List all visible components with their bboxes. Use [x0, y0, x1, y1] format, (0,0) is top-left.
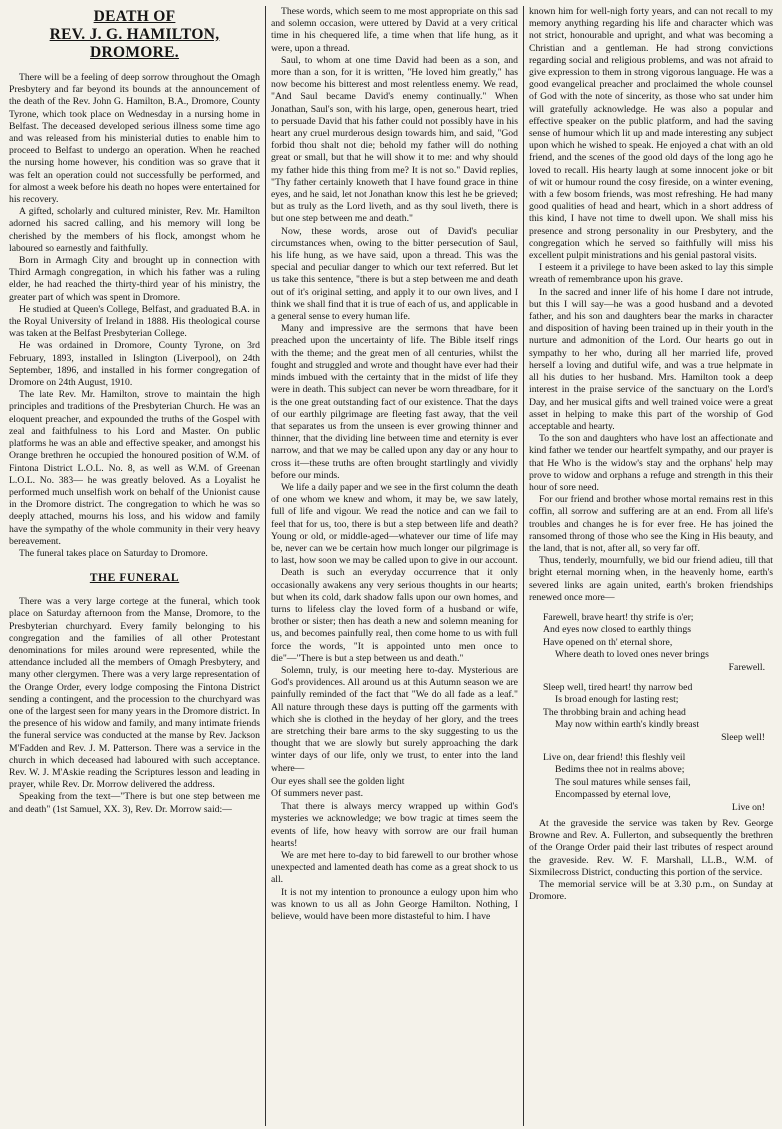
- verse-line: Sleep well, tired heart! thy narrow bed: [543, 681, 693, 693]
- verse-line: Live on, dear friend! this fleshly veil: [543, 752, 686, 764]
- paragraph: There was a very large cortege at the funeral, which took place on Saturday afternoon from the Manse, Dromore, to the Presbyterian churchyard. Every family belonging to his congregation and the families of all other Protestant denominations for miles around were represented, while the attendance included all the members of Omagh Presbytery, and many other clergymen. There was a very large representation of the Orange Order, every lodge composing the Fintona District sending a contingent, and the procession to the churchyard was one of the largest seen for many years in the Dromore district. In the presence of his widow and family, and many intimate friends the funeral service was conducted at the manse by Rev. Jackson M'Fadden and Rev. J. M. Patterson. There was a service in the church in which deceased had laboured with such acceptance. Rev. W. J. M'Askie reading the Scriptures lesson and leading in prayer, while Rev. Dr. Morrow delivered the address.: [9, 596, 260, 791]
- verse-line: Where death to loved ones never brings: [555, 649, 709, 661]
- paragraph: Death is such an everyday occurrence that it only occasionally awakens any very serious thoughts in our hearts; but when its cold, dark shadow falls upon our own homes, and turns to lifeless clay the loved form of a husband or wife, brother or sister; then has death a new and solemn meaning for us, and becomes painfully real, then come home to us with full force the words, "It is appointed unto men once to die"—"There is but a step between us and death.": [271, 567, 518, 664]
- headline-line-1: DEATH OF: [93, 8, 176, 25]
- paragraph: known him for well-nigh forty years, and can not recall to my memory anything regarding his life and character which was not strict, honourable and upright, and what was becoming a Christian and a gentleman. He had strong convictions regarding social and religious problems, and was not afraid to give expression to them in strong vigorous language. He was a good evangelical preacher and proclaimed the whole counsel of God with the note of sincerity, as those who sat under him will gratefully acknowledge. He was also a popular and effective speaker on the public platform, and had the saving sense of humour which lit up and made interesting any subject upon which he wished to speak. He enjoyed a chat with an old friend, and the scenes of the good old days of the long ago he loved to recall. His hearty laugh at some innocent joke or bit of wit or humour round the cosy fireside, on a winter evening, with a few bosom friends, was most refreshing. He had many good qualities of head and heart, which in a short address of this kind, I have not time to dwell upon. We shall miss his presence and strong personality in our Presbytery, and the congregation which he served so faithfully will miss his excellent pulpit ministrations and his genial pastoral visits.: [529, 6, 773, 262]
- paragraph: Thus, tenderly, mournfully, we bid our friend adieu, till that bright eternal morning when, in the heavenly home, earth's severed links are again united, earth's broken friendships renewed once more—: [529, 555, 773, 603]
- paragraph: At the graveside the service was taken by Rev. George Browne and Rev. A. Fullerton, and subsequently the brethren of the Orange Order paid their last tributes of respect around the graveside. Rev. W. F. Marshall, LL.B., W.M. of Sixmilecross District, conducting this portion of the service.: [529, 818, 773, 878]
- verse-line: The soul matures while senses fail,: [555, 776, 691, 788]
- verse-line: Farewell, brave heart! thy strife is o'er;: [543, 611, 694, 623]
- paragraph: There will be a feeling of deep sorrow throughout the Omagh Presbytery and far beyond its bounds at the announcement of the death of the Rev. John G. Hamilton, B.A., Dromore, County Tyrone, which took place on Wednesday in a nursing home in Belfast. The deceased developed serious illness some time ago and was released from his ministerial duties to enable him to proceed to Belfast to undergo an operation. When he reached the nursing home however, his condition was so grave that it was felt an operation could not successfully be performed, and for almost a week before his death no hopes were entertained for his recovery.: [9, 72, 260, 206]
- column-1: [4, 6, 266, 1126]
- poem-line: Of summers never past.: [271, 788, 364, 799]
- verse-line: The throbbing brain and aching head: [543, 706, 686, 718]
- paragraph: It is not my intention to pronounce a eulogy upon him who was known to us all as John George Hamilton. Nothing, I believe, would have been more distasteful to him. I have: [271, 886, 518, 923]
- paragraph: We life a daily paper and we see in the first column the death of one whom we knew and whom, it may be, we saw lately, full of life and vigour. We read the notice and can we fail to feel that for us, too, there is but a step between life and death? Young or old, or middle-aged—whatever our time of life may be, never can we be certain how much longer our pilgrimage is to last, how soon we may be called upon to give in our account.: [271, 481, 518, 567]
- paragraph: That there is always mercy wrapped up within God's mysteries we acknowledge; we bow tragic at times seem the events of life, how heavy with sorrow are our frail human hearts!: [271, 801, 518, 849]
- verse-line: Live on!: [731, 801, 765, 813]
- verse-line: Have opened on th' eternal shore,: [543, 636, 673, 648]
- headline: [9, 8, 260, 62]
- paragraph: He studied at Queen's College, Belfast, and graduated B.A. in the Royal University of Ireland in 1888. His theological course was taken at the Belfast Presbyterian College.: [9, 303, 260, 340]
- paragraph: Solemn, truly, is our meeting here to-day. Mysterious are God's providences. All around us at this Autumn season we are painfully reminded of the fact that "We do all fade as a leaf." All nature through these days is putting off the garments with which she is clothed in the heyday of her glory, and the trees are stretching their bare arms to the sky suggesting to us the thought that we are slowly but surely approaching the dark winter days of our life, only we trust, to enter into the land where—: [271, 664, 518, 774]
- paragraph: The late Rev. Mr. Hamilton, strove to maintain the high principles and traditions of the Presbyterian Church. He was an eloquent preacher, and expounded the truths of the Gospel with zeal and faithfulness to his Lord and Master. On public platforms he was an able and effective speaker, and amongst his Orange brethren he occupied the honoured position of W.M. of Fintona District L.O.L. No. 8, as well as W.M. of Greenan L.O.L. No. 383— he was greatly beloved. As a Loyalist he performed much unselfish work on behalf of the Unionist cause in the Dromore district. The congregation to which he was so deeply attached, mourns his loss, and his widow and family have the sympathy of the whole community in their very heavy bereavement.: [9, 389, 260, 547]
- headline-line-2: REV. J. G. HAMILTON,: [49, 26, 220, 43]
- paragraph: The memorial service will be at 3.30 p.m., on Sunday at Dromore.: [529, 879, 773, 903]
- verse-line: Sleep well!: [721, 731, 765, 743]
- paragraph: Born in Armagh City and brought up in connection with Third Armagh congregation, in which his father was a ruling elder, he had reached the thirty-third year of his ministry, the greater part of which was spent in Dromore.: [9, 255, 260, 303]
- column-3: [524, 6, 778, 1126]
- verse-line: Encompassed by eternal love,: [555, 789, 671, 801]
- poem-quote: [271, 776, 518, 800]
- headline-line-3: DROMORE.: [90, 44, 179, 61]
- paragraph: A gifted, scholarly and cultured minister, Rev. Mr. Hamilton adorned his sacred calling, and his memory will long be cherished by the members of his flock, amongst whom he laboured so earnestly and faithfully.: [9, 206, 260, 254]
- paragraph: We are met here to-day to bid farewell to our brother whose unexpected and lamented death has come as a great shock to us all.: [271, 850, 518, 886]
- poem-line: Our eyes shall see the golden light: [271, 775, 405, 787]
- paragraph: These words, which seem to me most appropriate on this sad and solemn occasion, were uttered by David at a very critical time in his chequered life, a time when that life hung, as it were, upon a thread.: [271, 6, 518, 54]
- paragraph: The funeral takes place on Saturday to Dromore.: [19, 547, 208, 559]
- paragraph: For our friend and brother whose mortal remains rest in this coffin, all sorrow and suffering are at an end. From all life's troubles and changes he is for ever free. He has joined the ransomed throng of those who see the King in His beauty, and the land, that is not, after all, so very far off.: [529, 494, 773, 554]
- paragraph: To the son and daughters who have lost an affectionate and kind father we tender our heartfelt sympathy, and our prayer is that He Who is the widow's stay and the orphans' help may prove to widow and orphans a refuge and strength in this their hour of sore need.: [529, 433, 773, 493]
- paragraph: Speaking from the text—"There is but one step between me and death" (1st Samuel, XX. 3), Rev. Dr. Morrow said:—: [9, 791, 260, 815]
- verse-line: May now within earth's kindly breast: [555, 719, 700, 731]
- paragraph: Saul, to whom at one time David had been as a son, and more than a son, for it is written, "He loved him greatly," has now become his bitterest and most relentless enemy. We read, "And Saul became David's enemy continually." When Jonathan, Saul's son, with his large, open, generous heart, tried to persuade David that his father could not possibly have in his heart any cruel murderous design towards him, and said, "God forbid thou shalt not die; behold my father will do nothing great or small, but that he will show it to me: and why should my father hide this thing from me? It is not so." David replies, "Thy father certainly knoweth that I have found grace in thine eyes, and he said, let not Jonathan know this lest he be grieved; but as truly as the Lord liveth, and as thy soul liveth, there is but one step between me and death.": [271, 54, 518, 225]
- paragraph: He was ordained in Dromore, County Tyrone, on 3rd February, 1893, installed in Islington (Liverpool), on 24th September, 1896, and installed in his former congregation of Dromore on 24th August, 1910.: [9, 340, 260, 389]
- verse-line: Is broad enough for lasting rest;: [555, 694, 679, 706]
- paragraph: Many and impressive are the sermons that have been preached upon the uncertainty of life. The Bible itself rings with the theme; and the great men of all centuries, whilst the fought and struggled and wrote and thought have ever had their minds imbued with the certainty that in the midst of life they were in death. This subject can never be worn threadbare, for it is the one great outstanding fact of our existence. That the days of our earthly pilgrimage are fleeting fast away, that the veil that separates us from the unseen is ever growing thinner and thinner, that the dividing line between time and eternity is ever narrow, and that we may be called upon any day or any hour to cross it—these truths are often brought startlingly and vividly before our minds.: [271, 323, 518, 481]
- column-2: [266, 6, 524, 1126]
- paragraph: Now, these words, arose out of David's peculiar circumstances when, owing to the bitter persecution of Saul, his life hung, as we have said, upon a thread. This was the special and peculiar danger to which our text referred. But let us take this sentence, "there is but a step between me and death out of it's original setting, and apply it to our own lives, and I think we shall find that it is true of each of us, and applicable in a general sense to every human life.: [271, 225, 518, 323]
- verse-line: Farewell.: [728, 661, 765, 673]
- farewell-verse: [529, 612, 773, 814]
- verse-line: Bedims thee not in realms above;: [555, 764, 685, 776]
- paragraph: I esteem it a privilege to have been asked to lay this simple wreath of remembrance upon his grave.: [529, 262, 773, 286]
- paragraph: In the sacred and inner life of his home I dare not intrude, but this I will say—he was a good husband and a devoted father, and his son and daughters bear the marks in character and disposition of having been trained up in their youth in the nurture and admonition of the Lord. Our hearts go out in sympathy to her who, during all her married life, proved herself a loving and dutiful wife, and was a true helpmate in all his duties to her husband. Mrs. Hamilton took a deep interest in the praise service of the sanctuary on the Lord's Day, and her musical gifts and well trained voice were a great asset in helping to make this part of the worship of God acceptable and hearty.: [529, 286, 773, 432]
- verse-line: And eyes now closed to earthly things: [543, 624, 691, 636]
- funeral-heading: THE FUNERAL: [89, 572, 180, 585]
